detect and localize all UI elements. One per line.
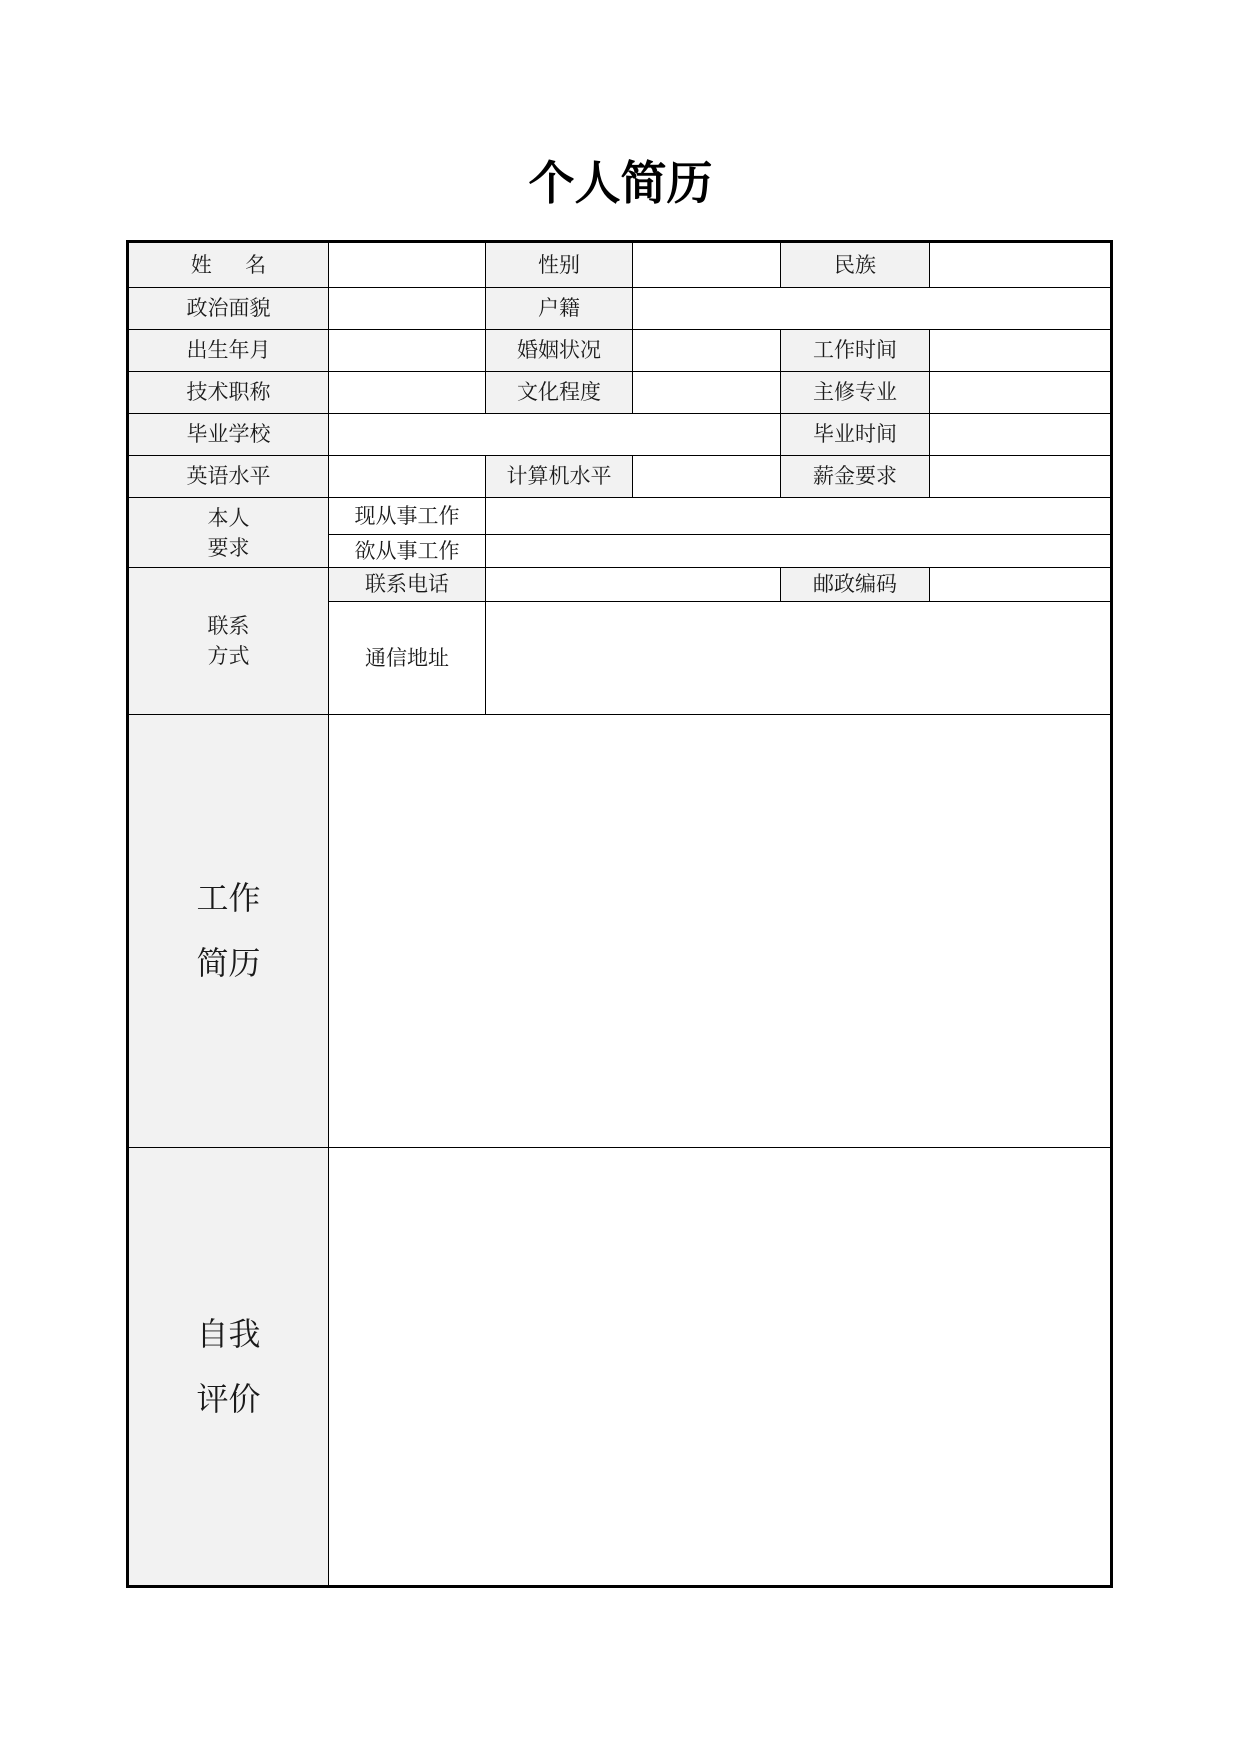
work-history-field[interactable] bbox=[329, 715, 1110, 1147]
ethnicity-label: 民族 bbox=[781, 243, 929, 287]
gender-label: 性别 bbox=[486, 243, 632, 287]
current-job-label: 现从事工作 bbox=[329, 498, 485, 534]
gender-field[interactable] bbox=[633, 243, 780, 287]
postal-code-label: 邮政编码 bbox=[781, 568, 929, 601]
technical-title-field[interactable] bbox=[329, 372, 485, 413]
salary-expectation-label: 薪金要求 bbox=[781, 456, 929, 497]
education-level-label: 文化程度 bbox=[486, 372, 632, 413]
graduation-date-field[interactable] bbox=[930, 414, 1110, 455]
household-registration-field[interactable] bbox=[633, 288, 1110, 329]
household-registration-label: 户籍 bbox=[486, 288, 632, 329]
self-evaluation-field[interactable] bbox=[329, 1148, 1110, 1585]
marital-status-label: 婚姻状况 bbox=[486, 330, 632, 371]
work-history-label bbox=[129, 715, 328, 1147]
contact-line-2: 方式 bbox=[207, 644, 250, 668]
self-evaluation-label bbox=[129, 1148, 328, 1585]
personal-requirements-line-1: 本人 bbox=[207, 505, 250, 530]
marital-status-field[interactable] bbox=[633, 330, 780, 371]
english-level-label: 英语水平 bbox=[129, 456, 328, 497]
computer-level-label: 计算机水平 bbox=[486, 456, 632, 497]
phone-field[interactable] bbox=[486, 568, 780, 601]
personal-requirements-line-2: 要求 bbox=[207, 535, 250, 560]
phone-label: 联系电话 bbox=[329, 568, 485, 601]
birth-date-field[interactable] bbox=[329, 330, 485, 371]
desired-job-field[interactable] bbox=[486, 535, 1110, 567]
birth-date-label: 出生年月 bbox=[129, 330, 328, 371]
resume-table bbox=[126, 240, 1113, 1588]
name-field[interactable] bbox=[329, 243, 485, 287]
postal-code-field[interactable] bbox=[930, 568, 1110, 601]
contact-label bbox=[129, 568, 328, 714]
salary-expectation-field[interactable] bbox=[930, 456, 1110, 497]
major-label: 主修专业 bbox=[781, 372, 929, 413]
contact-line-1: 联系 bbox=[207, 614, 250, 638]
address-field[interactable] bbox=[486, 602, 1110, 714]
education-level-field[interactable] bbox=[633, 372, 780, 413]
work-history-line-1: 工作 bbox=[196, 879, 261, 917]
computer-level-field[interactable] bbox=[633, 456, 780, 497]
self-evaluation-line-2: 评价 bbox=[196, 1379, 261, 1418]
name-label: 姓 名 bbox=[129, 243, 328, 287]
graduated-school-label: 毕业学校 bbox=[129, 414, 328, 455]
technical-title-label: 技术职称 bbox=[129, 372, 328, 413]
personal-requirements-label bbox=[129, 498, 328, 567]
address-label: 通信地址 bbox=[329, 602, 485, 714]
page-title: 个人简历 bbox=[528, 156, 713, 210]
work-start-field[interactable] bbox=[930, 330, 1110, 371]
work-history-line-2: 简历 bbox=[196, 944, 261, 982]
political-status-label: 政治面貌 bbox=[129, 288, 328, 329]
graduation-date-label: 毕业时间 bbox=[781, 414, 929, 455]
self-evaluation-line-1: 自我 bbox=[196, 1314, 261, 1353]
ethnicity-field[interactable] bbox=[930, 243, 1110, 287]
major-field[interactable] bbox=[930, 372, 1110, 413]
political-status-field[interactable] bbox=[329, 288, 485, 329]
graduated-school-field[interactable] bbox=[329, 414, 780, 455]
work-start-label: 工作时间 bbox=[781, 330, 929, 371]
current-job-field[interactable] bbox=[486, 498, 1110, 534]
desired-job-label: 欲从事工作 bbox=[329, 535, 485, 567]
english-level-field[interactable] bbox=[329, 456, 485, 497]
